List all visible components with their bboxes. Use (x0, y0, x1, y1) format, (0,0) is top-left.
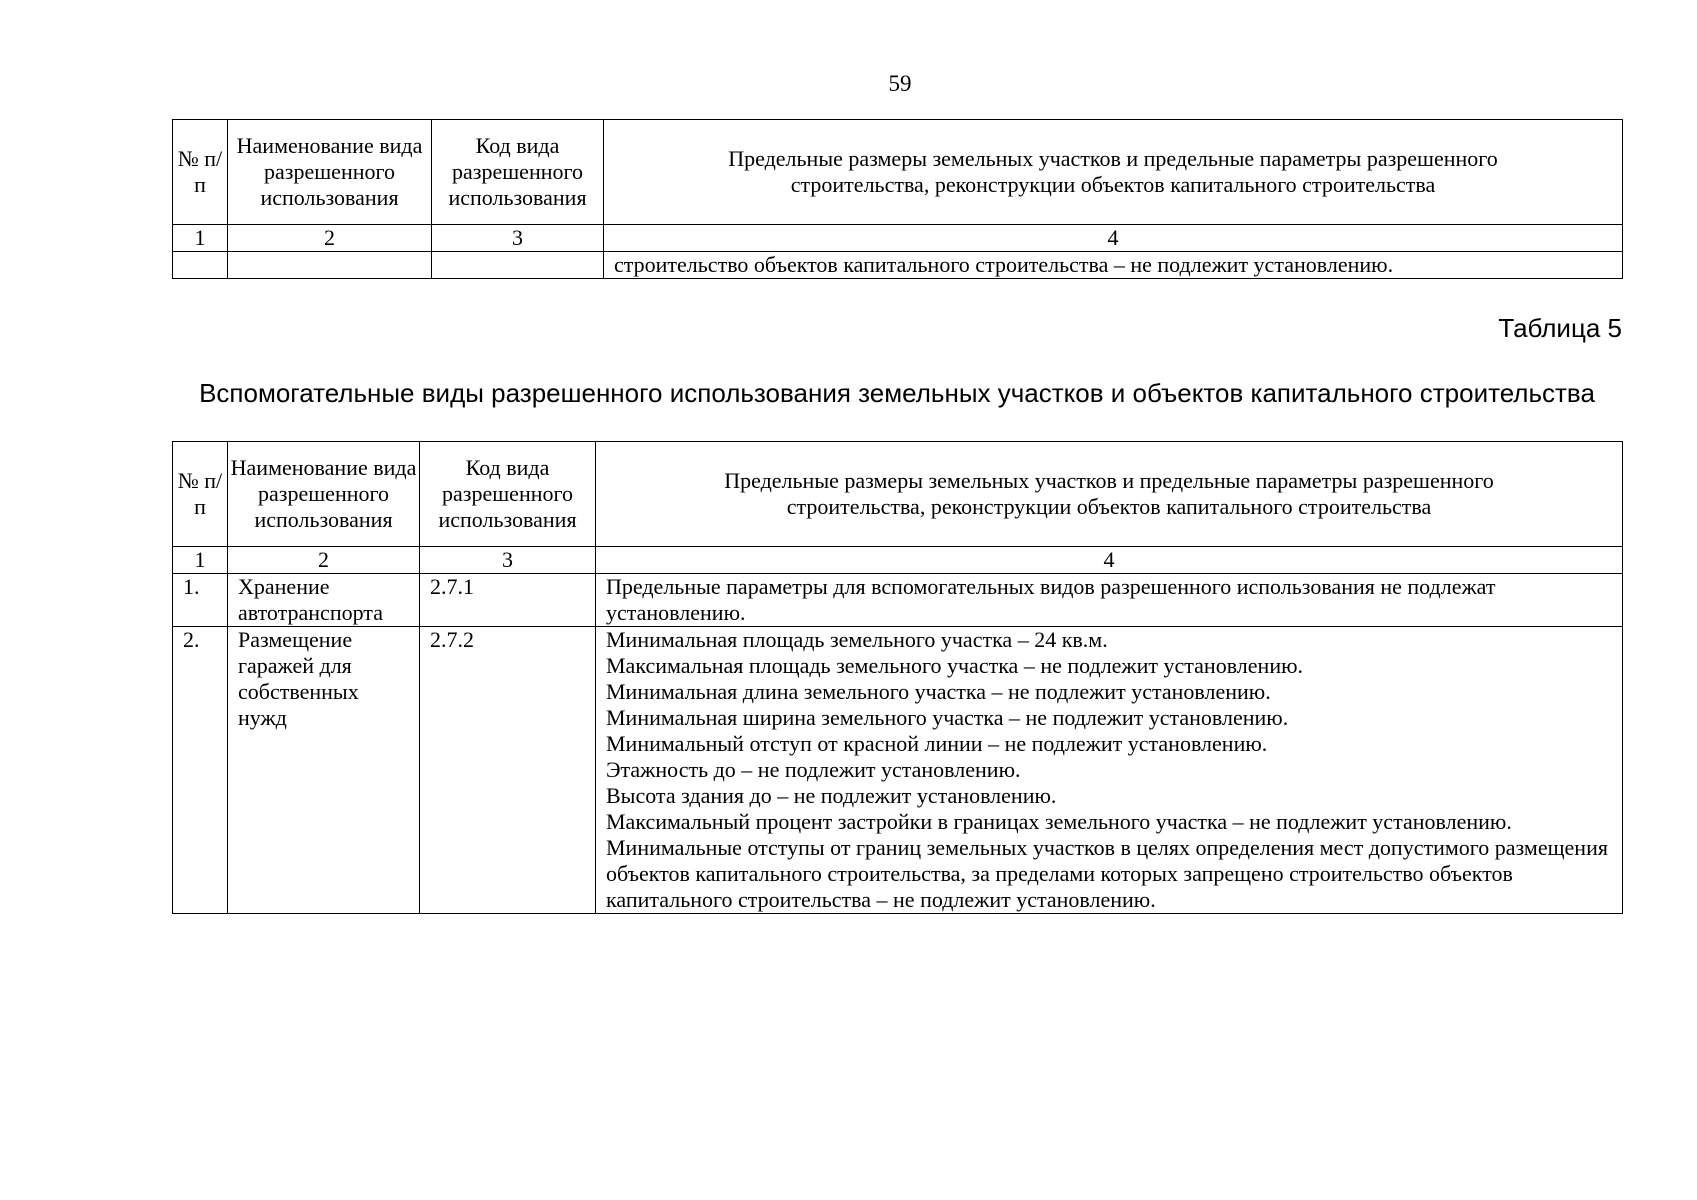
row-code: 2.7.2 (420, 627, 596, 914)
column-number-row (173, 225, 1623, 252)
column-number: 4 (604, 225, 1623, 252)
row-params (596, 574, 1623, 627)
continuation-params: строительство объектов капитального строительства – не подлежит установлению. (604, 252, 1623, 279)
header-code: Код вида разрешенного использования (420, 442, 596, 547)
empty-cell (173, 252, 228, 279)
row-num: 2. (173, 627, 228, 914)
row-code: 2.7.1 (420, 574, 596, 627)
header-params: Предельные размеры земельных участков и предельные параметры разрешенного строительства, реконструкции объектов капитального строительства (604, 120, 1623, 225)
header-params: Предельные размеры земельных участков и предельные параметры разрешенного строительства, реконструкции объектов капитального строительства (596, 442, 1623, 547)
column-number: 3 (420, 547, 596, 574)
header-code: Код вида разрешенного использования (432, 120, 604, 225)
column-number: 2 (228, 547, 420, 574)
empty-cell (228, 252, 432, 279)
param-line: Этажность до – не подлежит установлению. (606, 757, 1021, 782)
header-name: Наименование вида разрешенного использования (228, 442, 420, 547)
empty-cell (432, 252, 604, 279)
param-line: Минимальная длина земельного участка – не подлежит установлению. (606, 679, 1271, 704)
row-name: Размещение гаражей для собственных нужд (228, 627, 420, 914)
table-row (173, 574, 1623, 627)
continuation-table (172, 119, 1623, 279)
header-num: № п/п (173, 120, 228, 225)
column-number: 1 (173, 225, 228, 252)
row-params (596, 627, 1623, 914)
param-line: Предельные параметры для вспомогательных видов разрешенного использования не подлежат установлению. (606, 574, 1496, 625)
table-row (173, 627, 1623, 914)
param-line: Минимальные отступы от границ земельных участков в целях определения мест допустимого размещения объектов капитального строительства, за пределами которых запрещено строительство объектов капитального строительства – не подлежит установлению. (606, 835, 1608, 912)
column-number: 4 (596, 547, 1623, 574)
param-line: Минимальный отступ от красной линии – не подлежит установлению. (606, 731, 1268, 756)
column-number: 2 (228, 225, 432, 252)
header-name: Наименование вида разрешенного использования (228, 120, 432, 225)
row-name: Хранение автотранспорта (228, 574, 420, 627)
column-number-row (173, 547, 1623, 574)
row-num: 1. (173, 574, 228, 627)
table-5 (172, 441, 1623, 914)
param-line: Максимальная площадь земельного участка – не подлежит установлению. (606, 653, 1304, 678)
header-row (173, 442, 1623, 547)
param-line: Высота здания до – не подлежит установлению. (606, 783, 1057, 808)
header-row (173, 120, 1623, 225)
table-caption: Таблица 5 (1498, 313, 1622, 343)
header-num: № п/п (173, 442, 228, 547)
param-line: Минимальная площадь земельного участка – 24 кв.м. (606, 627, 1108, 652)
column-number: 1 (173, 547, 228, 574)
page-number: 59 (888, 71, 912, 96)
continuation-row (173, 252, 1623, 279)
param-line: Минимальная ширина земельного участка – не подлежит установлению. (606, 705, 1289, 730)
table-title: Вспомогательные виды разрешенного использования земельных участков и объектов капитального строительства (199, 378, 1595, 408)
column-number: 3 (432, 225, 604, 252)
param-line: Максимальный процент застройки в границах земельного участка – не подлежит установлению. (606, 809, 1512, 834)
